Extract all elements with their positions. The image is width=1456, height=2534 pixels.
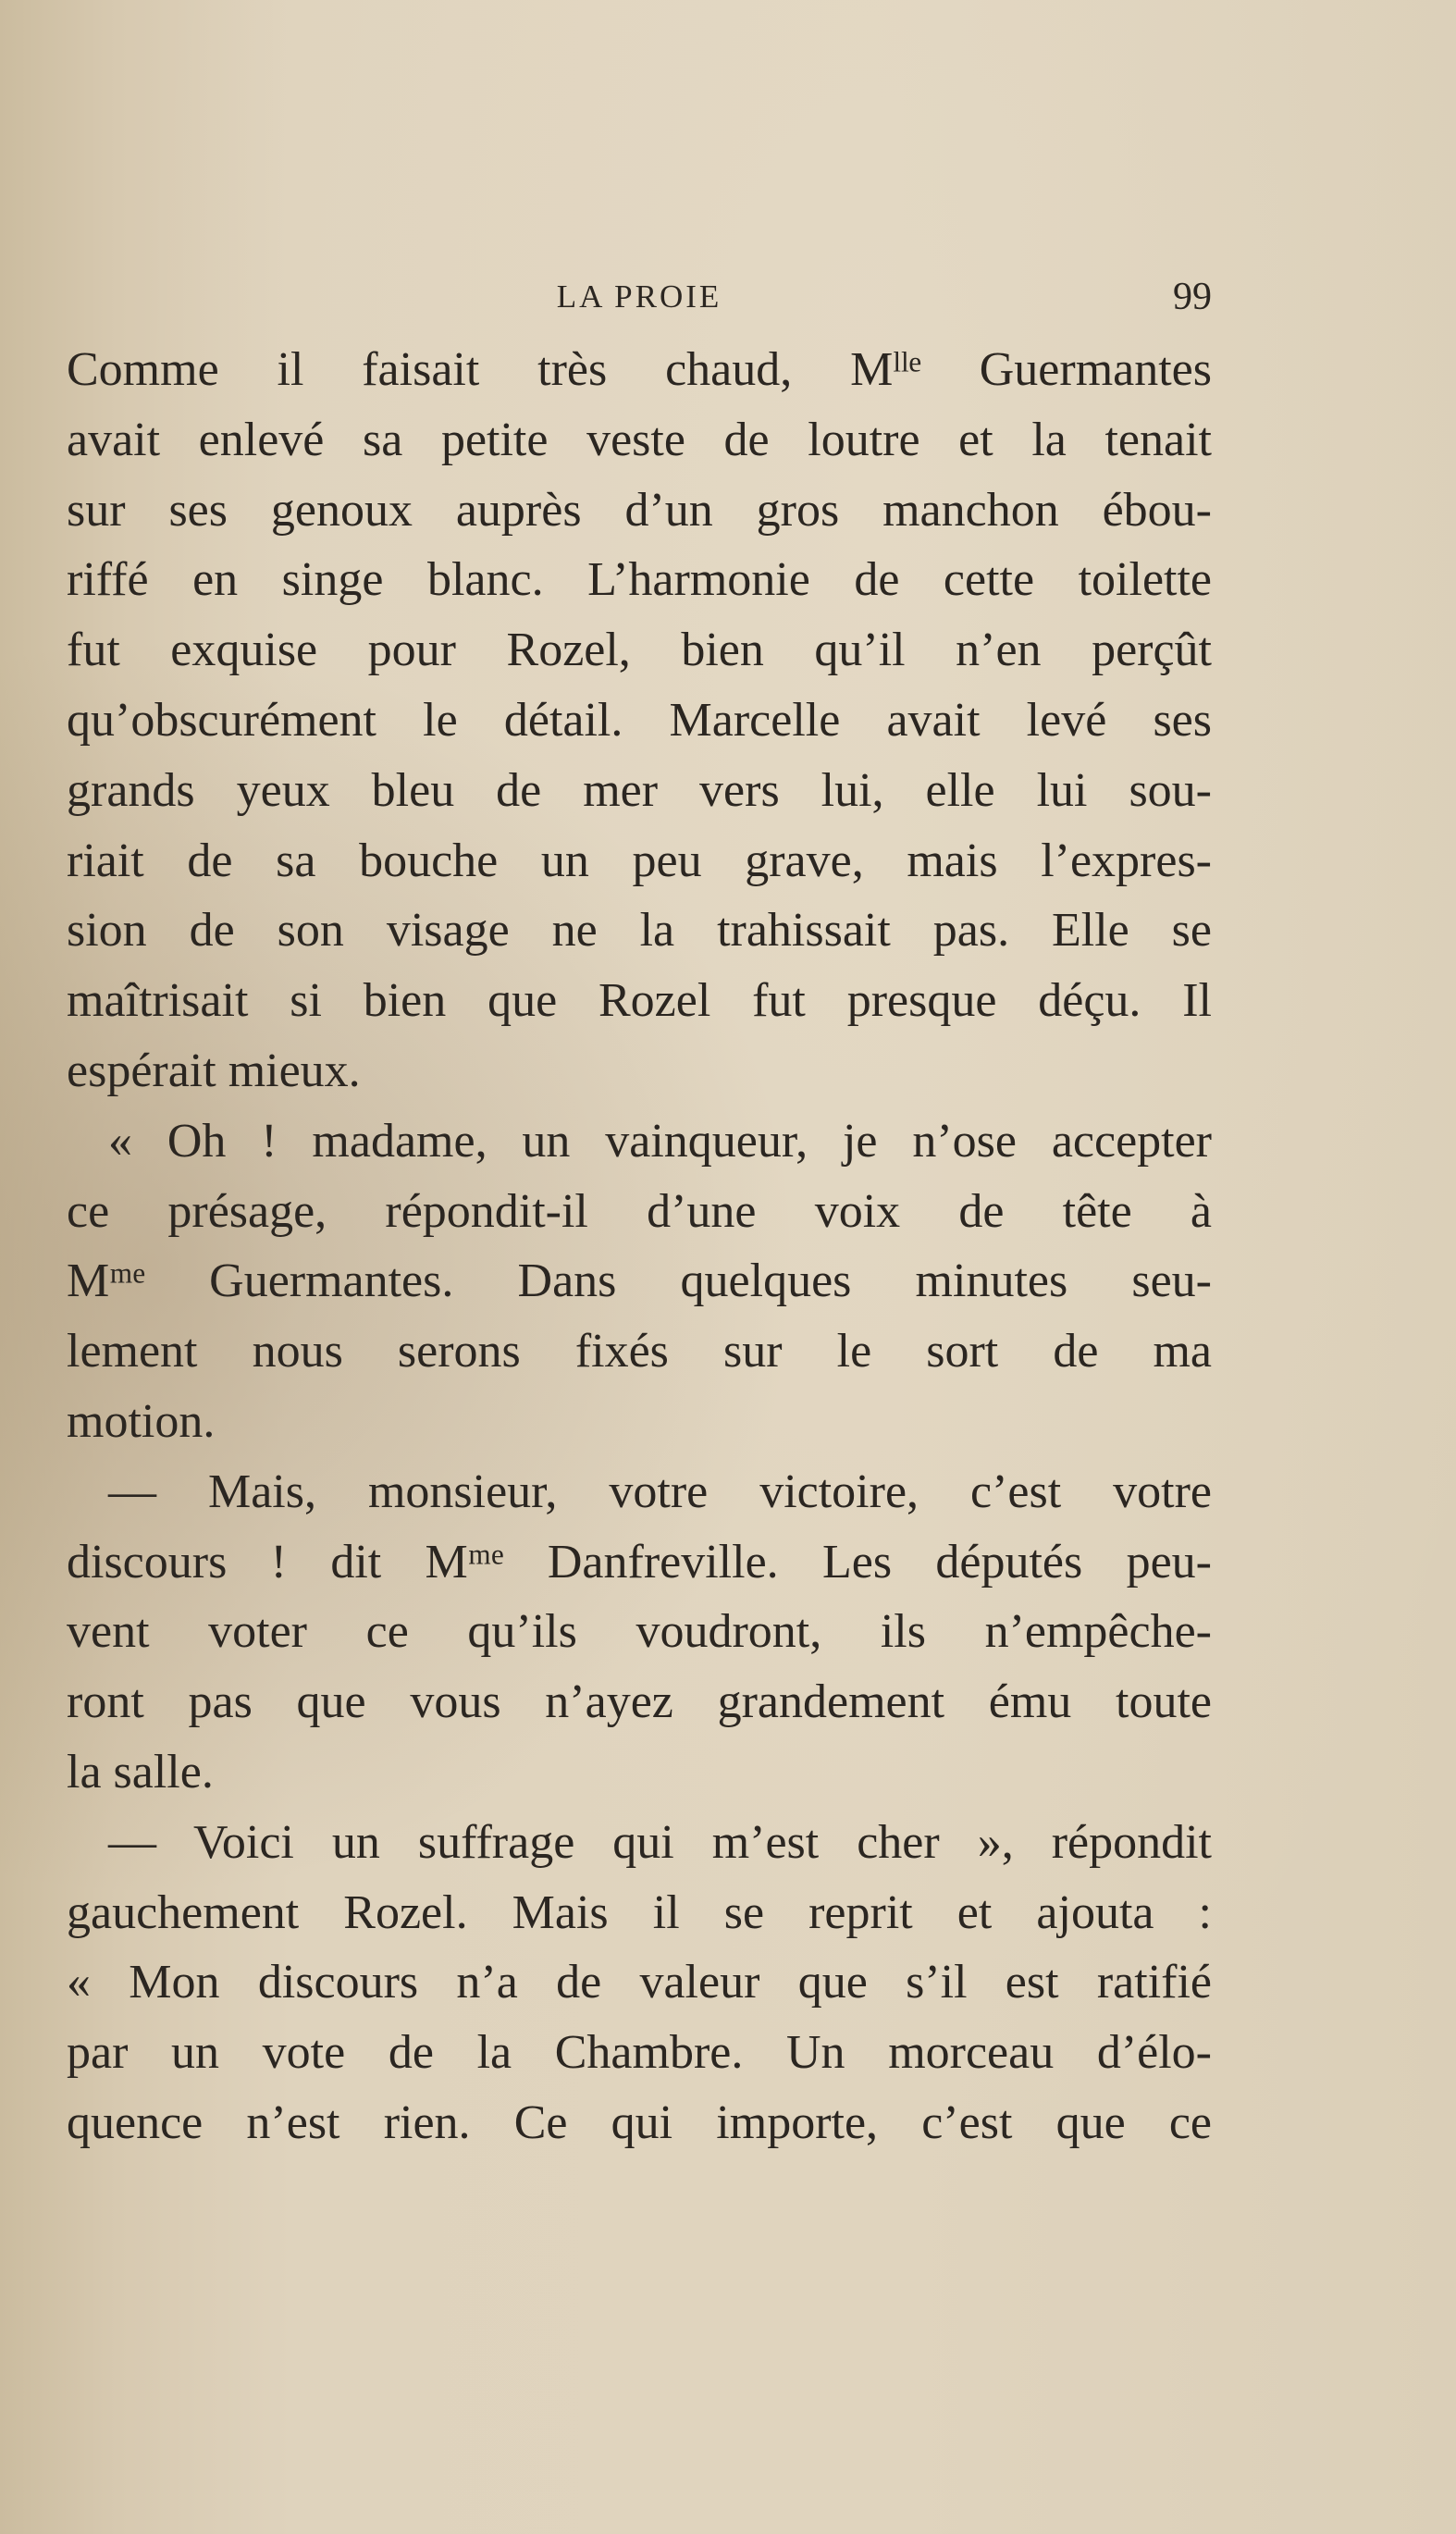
text-line: maîtrisait si bien que Rozel fut presque déçu. Il	[67, 974, 1212, 1028]
text-line: Comme il faisait très chaud, Mˡˡᵉ Guermantes	[67, 343, 1212, 396]
text-line: fut exquise pour Rozel, bien qu’il n’en perçût	[67, 624, 1212, 677]
text-line: espérait mieux.	[67, 1044, 361, 1097]
text-line: Mᵐᵉ Guermantes. Dans quelques minutes seu-	[67, 1255, 1212, 1308]
text-line: — Mais, monsieur, votre victoire, c’est votre	[108, 1465, 1212, 1518]
text-line: grands yeux bleu de mer vers lui, elle lui sou-	[67, 763, 1212, 817]
text-line: avait enlevé sa petite veste de loutre et la tenait	[67, 413, 1212, 466]
text-line: riait de sa bouche un peu grave, mais l’expres-	[67, 834, 1212, 887]
text-line: sion de son visage ne la trahissait pas. Elle se	[67, 904, 1212, 958]
body-text	[67, 335, 1212, 2158]
text-line: ront pas que vous n’ayez grandement ému toute	[67, 1675, 1212, 1729]
running-head-title: LA PROIE	[556, 278, 722, 315]
text-line: motion.	[67, 1394, 216, 1448]
page-number: 99	[1173, 276, 1212, 318]
text-line: « Mon discours n’a de valeur que s’il est ratifié	[67, 1956, 1212, 2009]
text-line: sur ses genoux auprès d’un gros manchon ébou-	[67, 483, 1212, 537]
text-line: discours ! dit Mᵐᵉ Danfreville. Les députés peu-	[67, 1535, 1212, 1588]
running-head	[67, 274, 1212, 320]
text-line: lement nous serons fixés sur le sort de ma	[67, 1325, 1212, 1378]
text-line: riffé en singe blanc. L’harmonie de cette toilette	[67, 553, 1212, 607]
text-line: quence n’est rien. Ce qui importe, c’est que ce	[67, 2095, 1212, 2149]
text-line: — Voici un suffrage qui m’est cher », répondit	[108, 1815, 1212, 1869]
text-line: « Oh ! madame, un vainqueur, je n’ose accepter	[108, 1114, 1212, 1168]
text-line: vent voter ce qu’ils voudront, ils n’empêche-	[67, 1605, 1212, 1659]
text-line: qu’obscurément le détail. Marcelle avait levé ses	[67, 693, 1212, 747]
text-line: la salle.	[67, 1745, 214, 1799]
text-line: par un vote de la Chambre. Un morceau d’élo-	[67, 2026, 1212, 2080]
text-line: ce présage, répondit-il d’une voix de tête à	[67, 1184, 1212, 1238]
text-line: gauchement Rozel. Mais il se reprit et ajouta :	[67, 1885, 1212, 1939]
